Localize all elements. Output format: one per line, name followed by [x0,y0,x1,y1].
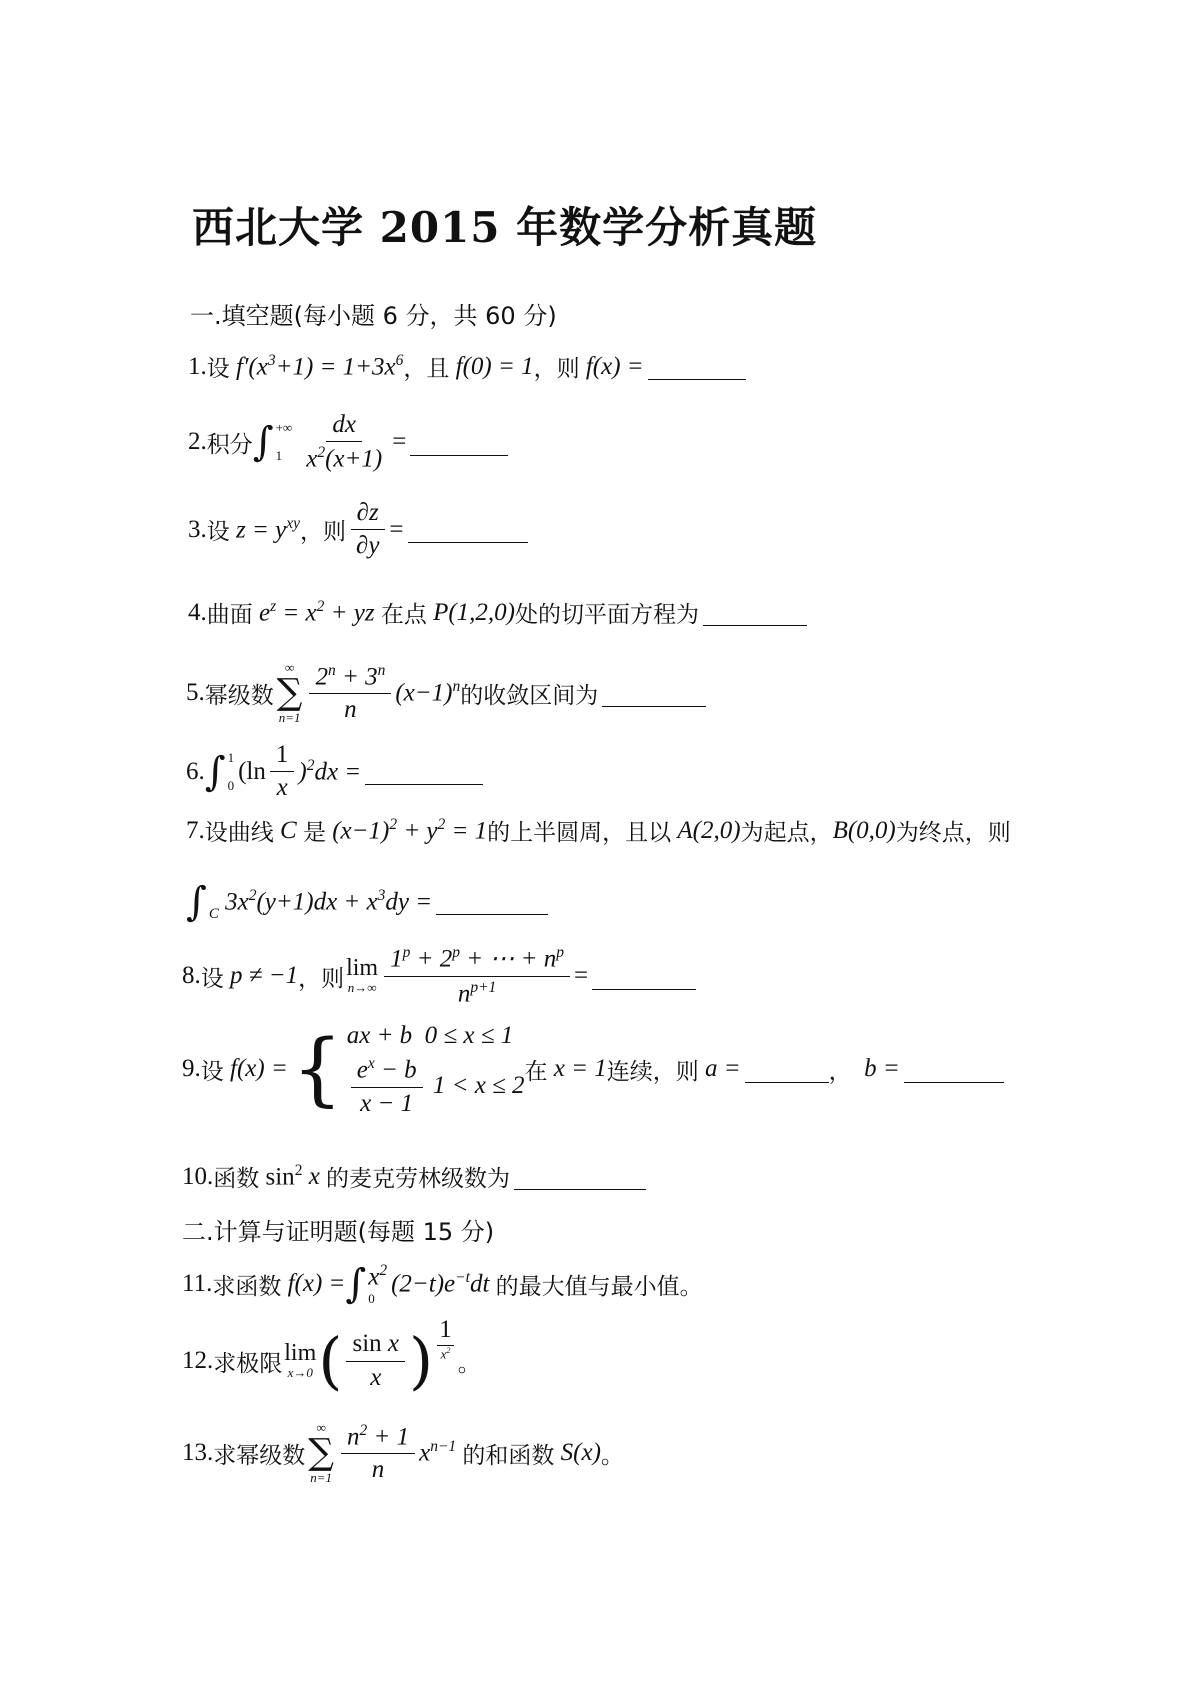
limit-operator: lim x→0 [284,1340,317,1380]
integral-sign: ∫ [252,419,274,466]
formula: $z = y^{xy}$ [229,515,300,544]
question-2: 2. 积分 ∫ +∞ 1 $\frac{dx}{x^2(x+1)}$ = [188,412,508,473]
integral-sign: ∫ [204,748,226,795]
question-10: 10. 函数 $\sin^2$ x 的麦克劳林级数为 [182,1160,646,1193]
question-number: 12. [182,1347,214,1374]
formula: f(0) = 1 [449,352,534,380]
integral-sign: ∫ [186,878,207,925]
formula: P(1,2,0) [426,598,515,626]
question-13: 13. 求幂级数 ∞ ∑ n=1 $\frac{n^2 + 1}{n}$ $x^{n-1}$ 的和函数 S(x) 。 [182,1420,624,1486]
question-9: 9. 设 f(x) = { ax + b 0 ≤ x ≤ 1 $\frac{e^x - b}{x - 1}$ 1 < x ≤ 2 在 x = 1 连续，则 a = ， b = [182,1022,1004,1117]
answer-blank[interactable] [592,963,696,990]
answer-blank[interactable] [703,599,807,626]
question-12: 12. 求极限 lim x→0 ( $\frac{\text{sin x}}{x}$ ) $\frac{1}{x^2}$ 。 [182,1316,481,1397]
fraction: $\frac{\text{sin x}}{x}$ [346,1331,405,1391]
question-number: 13. [182,1439,214,1467]
question-5: 5. 幂级数 ∞ ∑ n=1 $\frac{2^n + 3^n}{n}$ $(x-1)^n$ 的收敛区间为 [186,660,706,726]
formula: $(x-1)^2 + y^2 = 1$ [325,815,488,845]
fraction: $\frac{1}{x}$ [270,742,295,802]
question-number: 9. [182,1055,201,1083]
question-8: 8. 设 p ≠ −1 ，则 lim n→∞ $\frac{1^p + 2^p + \cdots + n^p}{n^{p+1}}$ = [182,945,696,1007]
question-number: 7. [186,816,205,844]
answer-blank[interactable] [648,353,746,380]
limit-operator: lim n→∞ [346,955,379,996]
question-number: 10. [182,1162,214,1190]
fraction: $\frac{n^2 + 1}{n}$ [341,1423,415,1484]
formula: f(x) = [579,352,644,380]
summation-sign: ∞ ∑ n=1 [308,1420,334,1486]
section-fill-in: 一.填空题(每小题 6 分，共 60 分) [190,302,557,330]
question-11: 11. 求函数 f(x) = ∫ $x^2$ 0 $(2-t)e^{-t}dt$ 的最大值与最小值。 [182,1261,703,1307]
page-title: 西北大学 2015 年数学分析真题 [192,203,818,252]
piecewise-brace: { [291,1022,343,1116]
piecewise-cases: ax + b 0 ≤ x ≤ 1 $\frac{e^x - b}{x - 1}$ 1 < x ≤ 2 [346,1022,525,1117]
question-number: 1. [188,352,207,380]
fraction: $\frac{\partial z}{\partial y}$ [350,500,385,560]
answer-blank[interactable] [436,888,548,915]
formula: $e^z = x^2$ + yz [252,597,381,627]
answer-blank-b[interactable] [904,1056,1004,1083]
answer-blank[interactable] [365,758,483,785]
question-number: 11. [182,1270,213,1297]
question-1: 1. 设 $f'(x^3+1) = 1+3x^6$ ，且 f(0) = 1 ，则 f(x) = [188,350,746,383]
question-number: 2. [188,428,207,456]
answer-blank[interactable] [602,680,706,707]
question-3: 3. 设 $z = y^{xy}$ ，则 $\frac{\partial z}{\partial y}$ = [188,500,528,560]
formula: $3x^2(y+1)dx + x^3dy$ = [218,886,433,916]
formula: $f'(x^3+1) = 1+3x^6$ [229,351,404,381]
fraction: $\frac{dx}{x^2(x+1)}$ [306,411,383,473]
formula: p ≠ −1 [223,962,299,990]
exponent-fraction: $\frac{1}{x^2}$ [439,1316,452,1361]
integral-sign: ∫ [345,1261,367,1307]
question-number: 5. [186,679,205,707]
answer-blank[interactable] [514,1163,646,1190]
question-6: 6. ∫ 1 0 (ln $\frac{1}{x}$ )$^2$dx = [186,742,483,802]
answer-blank[interactable] [408,516,528,543]
summation-sign: ∞ ∑ n=1 [276,660,303,726]
question-7: 7. 设曲线 C 是 $(x-1)^2 + y^2 = 1$ 的上半圆周，且以 A(2,0) 为起点， B(0,0) 为终点，则 [186,815,1011,846]
question-number: 6. [186,757,205,785]
question-7-continued: ∫ C $3x^2(y+1)dx + x^3dy$ = [186,880,548,923]
fraction: $\frac{1^p + 2^p + \cdots + n^p}{n^{p+1}}$ [384,945,570,1007]
section-computation: 二.计算与证明题(每题 15 分) [182,1218,495,1246]
question-number: 4. [188,598,207,626]
question-number: 8. [182,962,201,990]
formula: $(2-t)e^{-t}dt$ [391,1269,496,1298]
question-4: 4. 曲面 $e^z = x^2$ + yz 在点 P(1,2,0) 处的切平面方程为 [188,596,807,629]
fraction: $\frac{2^n + 3^n}{n}$ [309,663,391,724]
question-number: 3. [188,515,207,543]
formula: f(x) = [223,1055,288,1083]
answer-blank[interactable] [410,429,508,456]
answer-blank-a[interactable] [745,1056,829,1083]
